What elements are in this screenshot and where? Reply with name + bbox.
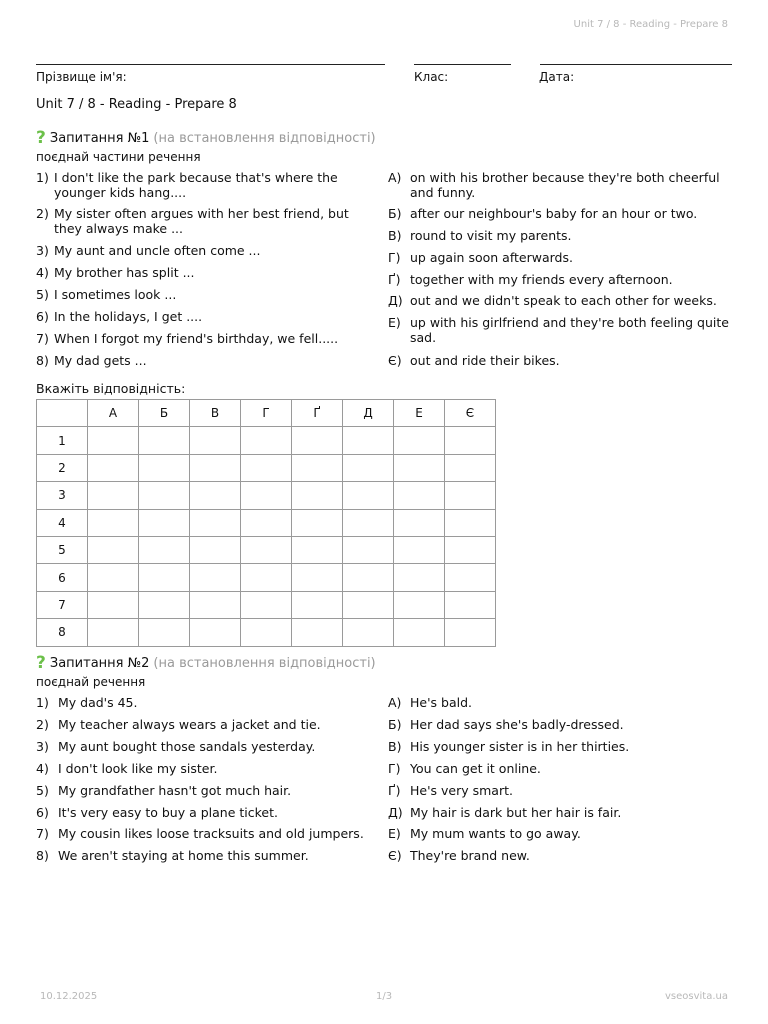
answer-grid-cell[interactable] [88, 454, 139, 481]
answer-grid-cell[interactable] [445, 619, 496, 646]
date-line [540, 64, 732, 65]
question-2-left-item [36, 695, 381, 710]
question-2-type: (на встановлення відповідності) [153, 656, 376, 671]
question-2-left-item-number: 3) [36, 739, 49, 754]
answer-grid-cell[interactable] [343, 591, 394, 618]
footer-page-number: 1/3 [376, 991, 393, 1002]
question-1-right-item-text: on with his brother because they're both cheerful and funny. [410, 170, 720, 200]
answer-grid-row [37, 509, 496, 536]
answer-grid-cell[interactable] [445, 454, 496, 481]
running-header: Unit 7 / 8 - Reading - Prepare 8 [573, 19, 728, 30]
answer-grid-cell[interactable] [88, 509, 139, 536]
answer-grid-cell[interactable] [292, 619, 343, 646]
answer-grid-cell[interactable] [241, 591, 292, 618]
answer-grid-column-header: Б [139, 400, 190, 427]
question-2-right-item-number: Г) [388, 761, 401, 776]
question-1-left-item-number: 1) [36, 170, 49, 185]
question-1-right-item-number: В) [388, 228, 402, 243]
question-1-right-item-number: Ґ) [388, 272, 401, 287]
question-1-left-item-number: 6) [36, 309, 49, 324]
question-1-right-item-number: Е) [388, 315, 401, 330]
question-1-right-item-text: together with my friends every afternoon. [410, 272, 673, 287]
question-2-right-item-text: My hair is dark but her hair is fair. [410, 805, 622, 820]
question-2-left-item-text: My cousin likes loose tracksuits and old jumpers. [58, 826, 364, 841]
question-2-left-item-number: 6) [36, 805, 49, 820]
question-mark-icon: ? [36, 128, 46, 148]
footer-date: 10.12.2025 [40, 991, 98, 1002]
date-label: Дата: [539, 70, 575, 84]
answer-grid-cell[interactable] [139, 564, 190, 591]
answer-grid-cell[interactable] [190, 454, 241, 481]
answer-grid-row-header: 1 [37, 427, 88, 454]
answer-grid-cell[interactable] [292, 536, 343, 563]
answer-grid-cell[interactable] [343, 454, 394, 481]
answer-grid-cell[interactable] [445, 591, 496, 618]
question-1-left-item-text: My dad gets ... [54, 353, 147, 368]
question-1-right-item-text: out and we didn't speak to each other for weeks. [410, 293, 717, 308]
question-2-right-item-text: My mum wants to go away. [410, 826, 581, 841]
class-label: Клас: [414, 70, 449, 84]
question-2-right-item-text: You can get it online. [410, 761, 541, 776]
answer-grid-cell[interactable] [241, 564, 292, 591]
question-1-right-item [388, 353, 734, 368]
answer-grid-row [37, 536, 496, 563]
answer-grid-row-header: 6 [37, 564, 88, 591]
question-1-left-item [36, 309, 356, 324]
answer-grid-row [37, 427, 496, 454]
question-2-right-item [388, 717, 734, 732]
question-2-left-item [36, 783, 381, 798]
answer-grid-column-header: А [88, 400, 139, 427]
answer-grid-cell[interactable] [445, 427, 496, 454]
question-1-right-item-number: Є) [388, 353, 402, 368]
answer-grid-header [37, 400, 496, 427]
answer-grid-cell[interactable] [241, 482, 292, 509]
answer-grid-cell[interactable] [394, 427, 445, 454]
question-2-right-item-text: They're brand new. [410, 848, 530, 863]
question-1-left-item-number: 8) [36, 353, 49, 368]
answer-grid-cell[interactable] [139, 591, 190, 618]
question-1-left-item [36, 353, 356, 368]
answer-grid-column-header: Г [241, 400, 292, 427]
question-1-right-item-number: Д) [388, 293, 403, 308]
question-2-right-item-text: He's bald. [410, 695, 472, 710]
answer-grid-column-header: Д [343, 400, 394, 427]
answer-grid-cell[interactable] [139, 509, 190, 536]
question-1-left-item [36, 243, 356, 258]
answer-grid-cell[interactable] [139, 536, 190, 563]
question-2-left-item [36, 826, 381, 841]
question-1-right-item-text: round to visit my parents. [410, 228, 572, 243]
answer-grid-cell[interactable] [394, 482, 445, 509]
answer-grid-cell[interactable] [88, 427, 139, 454]
question-1-left-item-number: 4) [36, 265, 49, 280]
answer-grid-row-header: 2 [37, 454, 88, 481]
answer-grid-cell[interactable] [190, 536, 241, 563]
answer-grid-cell[interactable] [292, 454, 343, 481]
answer-grid-cell[interactable] [190, 591, 241, 618]
answer-grid-cell[interactable] [394, 564, 445, 591]
question-2-heading [36, 655, 376, 672]
question-2-right-item-text: He's very smart. [410, 783, 513, 798]
answer-grid-column-header: В [190, 400, 241, 427]
question-1-right-item [388, 250, 734, 265]
answer-grid-cell[interactable] [241, 454, 292, 481]
question-1-left-item-text: I don't like the park because that's where the younger kids hang.... [54, 170, 338, 200]
answer-grid-corner [37, 400, 88, 427]
question-1-left-item [36, 206, 356, 236]
question-2-left-item-text: My grandfather hasn't got much hair. [58, 783, 292, 798]
question-2-right-item-text: Her dad says she's badly-dressed. [410, 717, 624, 732]
question-2-left-item [36, 848, 381, 863]
question-2-right-item-number: В) [388, 739, 402, 754]
question-1-left-item-text: I sometimes look ... [54, 287, 177, 302]
question-2-left-item [36, 717, 381, 732]
answer-grid-column-header: Ґ [292, 400, 343, 427]
question-2-title: Запитання №2 [49, 656, 150, 671]
answer-grid-cell[interactable] [394, 454, 445, 481]
question-1-heading [36, 130, 376, 147]
answer-grid-row [37, 454, 496, 481]
question-2-right-item-number: Б) [388, 717, 402, 732]
question-1-right-item [388, 293, 734, 308]
question-2-left-item-number: 8) [36, 848, 49, 863]
answer-grid-cell[interactable] [190, 427, 241, 454]
answer-grid-cell[interactable] [241, 619, 292, 646]
question-2-right-item-number: Е) [388, 826, 401, 841]
question-2-left-item-text: My teacher always wears a jacket and tie. [58, 717, 321, 732]
answer-grid-row-header: 8 [37, 619, 88, 646]
question-2-left-item-number: 1) [36, 695, 49, 710]
answer-grid-cell[interactable] [88, 591, 139, 618]
question-1-left-item-text: In the holidays, I get .... [54, 309, 203, 324]
question-2-left-item [36, 761, 381, 776]
answer-grid-cell[interactable] [343, 427, 394, 454]
question-1-left-item [36, 287, 356, 302]
answer-grid-cell[interactable] [394, 509, 445, 536]
question-1-right-item [388, 315, 734, 345]
question-1-right-item-number: Б) [388, 206, 402, 221]
answer-grid-cell[interactable] [343, 482, 394, 509]
question-1-left-item-text: My sister often argues with her best friend, but they always make ... [54, 206, 349, 236]
question-1-title: Запитання №1 [49, 131, 150, 146]
question-2-right-item [388, 805, 734, 820]
question-1-type: (на встановлення відповідності) [153, 131, 376, 146]
question-1-right-item [388, 228, 734, 243]
answer-grid-cell[interactable] [88, 564, 139, 591]
answer-grid-cell[interactable] [343, 509, 394, 536]
question-2-right-item [388, 761, 734, 776]
answer-grid-cell[interactable] [139, 427, 190, 454]
answer-grid-cell[interactable] [190, 619, 241, 646]
answer-grid-cell[interactable] [343, 564, 394, 591]
question-2-instruction: поєднай речення [36, 675, 146, 689]
answer-grid [36, 399, 496, 647]
page-title: Unit 7 / 8 - Reading - Prepare 8 [36, 97, 237, 112]
answer-grid-cell[interactable] [241, 509, 292, 536]
name-label: Прізвище ім'я: [36, 70, 127, 84]
question-2-right-item-number: Є) [388, 848, 402, 863]
answer-grid-cell[interactable] [88, 619, 139, 646]
answer-grid-cell[interactable] [445, 536, 496, 563]
answer-grid-cell[interactable] [394, 591, 445, 618]
question-2-left-item [36, 805, 381, 820]
question-1-right-item-text: after our neighbour's baby for an hour or two. [410, 206, 698, 221]
answer-grid-cell[interactable] [139, 619, 190, 646]
question-2-right-item-number: Ґ) [388, 783, 401, 798]
answer-grid-row [37, 591, 496, 618]
answer-grid-row-header: 4 [37, 509, 88, 536]
answer-grid-cell[interactable] [241, 536, 292, 563]
question-1-right-item-text: up again soon afterwards. [410, 250, 573, 265]
answer-grid-cell[interactable] [190, 564, 241, 591]
question-2-right-item-number: А) [388, 695, 402, 710]
question-2-left-item [36, 739, 381, 754]
answer-grid-cell[interactable] [292, 509, 343, 536]
question-2-left-item-number: 2) [36, 717, 49, 732]
question-2-left-item-text: My dad's 45. [58, 695, 138, 710]
answer-grid-cell[interactable] [394, 536, 445, 563]
question-1-left-item-number: 2) [36, 206, 49, 221]
question-1-left-item-number: 3) [36, 243, 49, 258]
answer-grid-row-header: 3 [37, 482, 88, 509]
answer-grid-cell[interactable] [394, 619, 445, 646]
answer-grid-cell[interactable] [139, 482, 190, 509]
answer-grid-cell[interactable] [88, 482, 139, 509]
question-2-left-item-text: I don't look like my sister. [58, 761, 218, 776]
question-mark-icon: ? [36, 653, 46, 673]
answer-grid-cell[interactable] [292, 482, 343, 509]
answer-grid-cell[interactable] [190, 482, 241, 509]
question-1-left-item-number: 5) [36, 287, 49, 302]
answer-grid-cell[interactable] [190, 509, 241, 536]
class-line [414, 64, 511, 65]
answer-grid-row [37, 564, 496, 591]
question-1-right-item-text: out and ride their bikes. [410, 353, 560, 368]
answer-grid-cell[interactable] [241, 427, 292, 454]
question-1-instruction: поєднай частини речення [36, 150, 201, 164]
question-2-right-item-number: Д) [388, 805, 403, 820]
answer-grid-cell[interactable] [445, 564, 496, 591]
answer-grid-cell[interactable] [292, 591, 343, 618]
question-1-left-item [36, 265, 356, 280]
question-1-left-item [36, 170, 356, 200]
question-2-left-item-number: 5) [36, 783, 49, 798]
question-1-left-item-number: 7) [36, 331, 49, 346]
question-2-right-item [388, 695, 734, 710]
question-2-left-item-number: 7) [36, 826, 49, 841]
answer-grid-row [37, 619, 496, 646]
question-1-right-item-text: up with his girlfriend and they're both feeling quite sad. [410, 315, 729, 345]
answer-grid-label: Вкажіть відповідність: [36, 381, 186, 396]
question-1-left-item-text: My aunt and uncle often come ... [54, 243, 261, 258]
question-2-left-item-text: My aunt bought those sandals yesterday. [58, 739, 316, 754]
question-2-left-item-text: We aren't staying at home this summer. [58, 848, 309, 863]
question-1-right-item [388, 170, 734, 200]
name-line [36, 64, 385, 65]
question-2-left-item-number: 4) [36, 761, 49, 776]
answer-grid-cell[interactable] [292, 564, 343, 591]
question-2-right-item [388, 739, 734, 754]
answer-grid-row-header: 7 [37, 591, 88, 618]
answer-grid-cell[interactable] [343, 619, 394, 646]
answer-grid-row [37, 482, 496, 509]
footer-site: vseosvita.ua [665, 991, 728, 1002]
answer-grid-row-header: 5 [37, 536, 88, 563]
answer-grid-column-header: Є [445, 400, 496, 427]
question-1-right-item [388, 272, 734, 287]
question-1-right-item-number: А) [388, 170, 402, 185]
question-2-right-item [388, 848, 734, 863]
question-2-right-item [388, 783, 734, 798]
question-1-left-item-text: My brother has split ... [54, 265, 195, 280]
question-2-right-item-text: His younger sister is in her thirties. [410, 739, 630, 754]
question-1-right-item-number: Г) [388, 250, 401, 265]
question-1-left-item-text: When I forgot my friend's birthday, we fell..... [54, 331, 339, 346]
question-2-left-item-text: It's very easy to buy a plane ticket. [58, 805, 278, 820]
question-1-left-item [36, 331, 356, 346]
answer-grid-cell[interactable] [292, 427, 343, 454]
question-1-right-item [388, 206, 734, 221]
answer-grid-cell[interactable] [139, 454, 190, 481]
answer-grid-column-header: Е [394, 400, 445, 427]
answer-grid-cell[interactable] [343, 536, 394, 563]
answer-grid-cell[interactable] [445, 482, 496, 509]
answer-grid-cell[interactable] [88, 536, 139, 563]
answer-grid-cell[interactable] [445, 509, 496, 536]
question-2-right-item [388, 826, 734, 841]
